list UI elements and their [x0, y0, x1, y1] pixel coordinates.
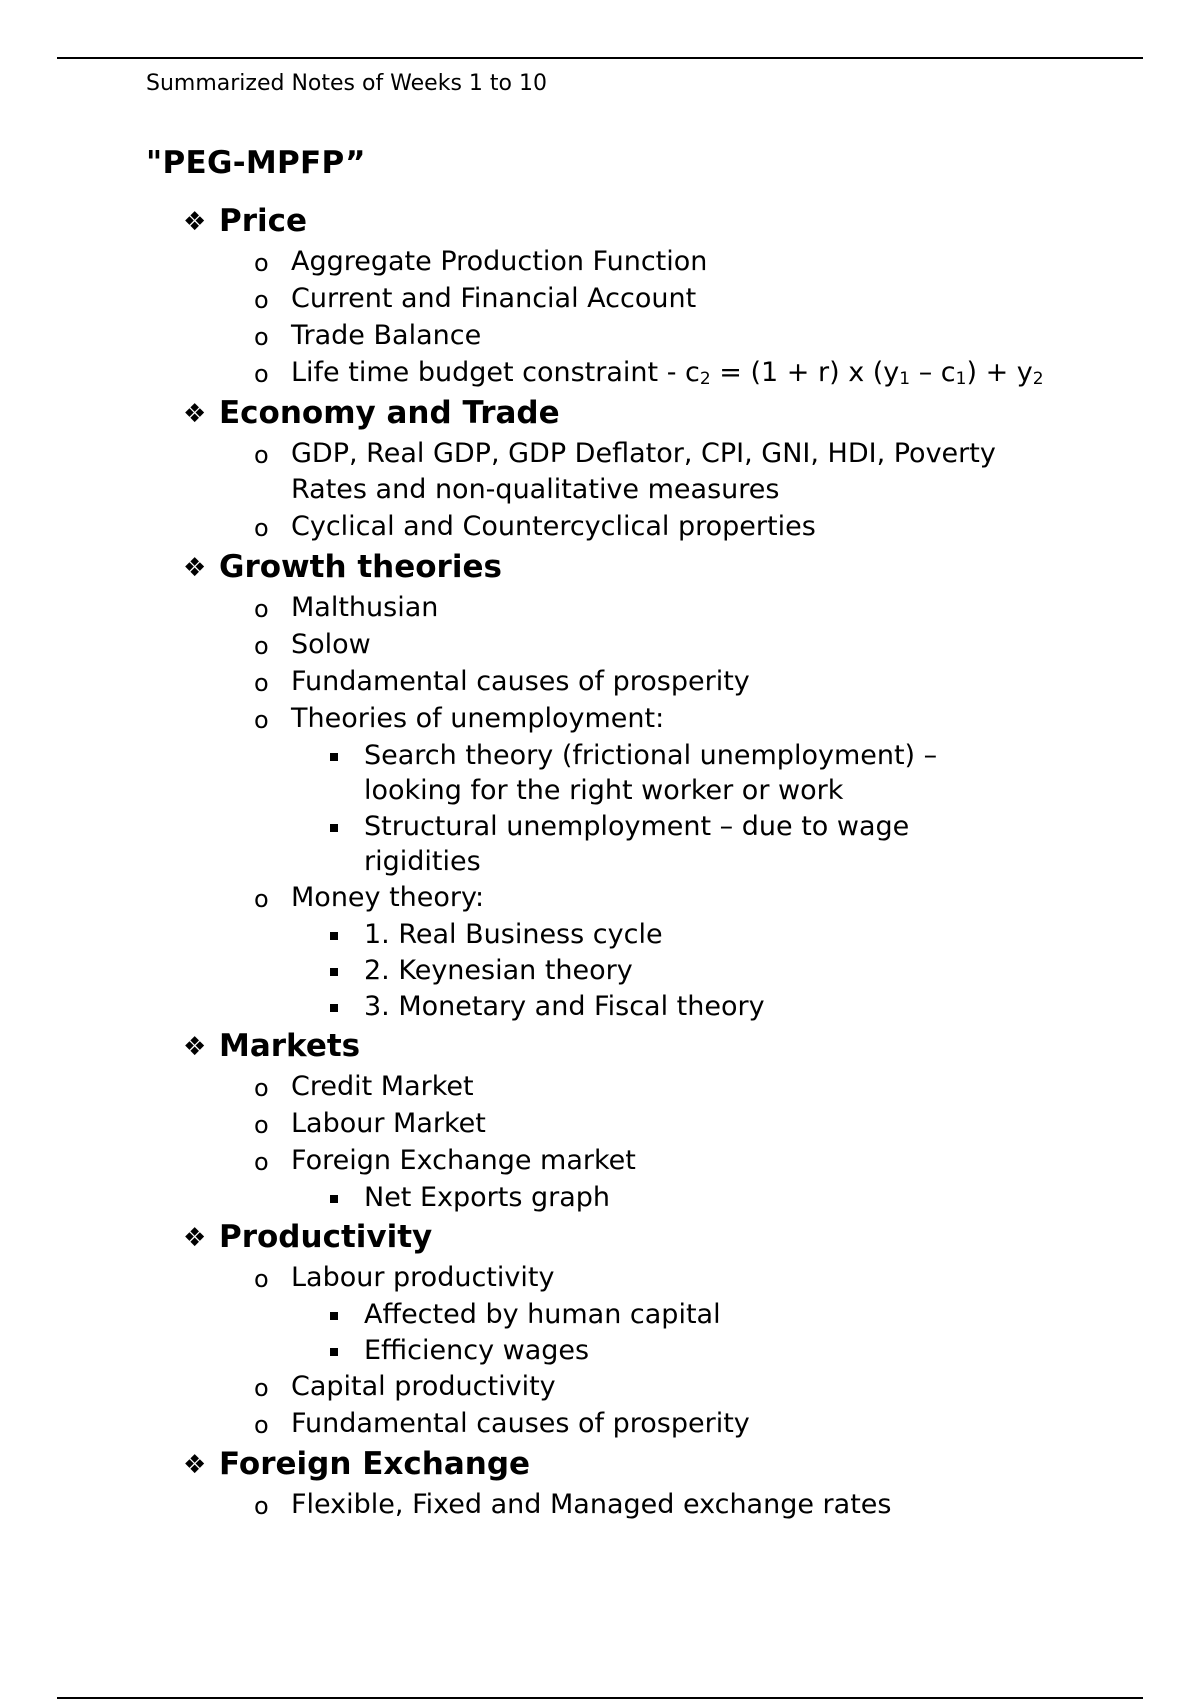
list-item-text: Cyclical and Countercyclical properties — [291, 511, 816, 542]
sub-list-item — [0, 738, 984, 808]
list-item-text: Fundamental causes of prosperity — [291, 1408, 750, 1439]
list-item-text: Money theory: — [291, 882, 485, 913]
list-item-text: Foreign Exchange market — [291, 1145, 636, 1176]
outline-section — [0, 392, 1200, 545]
list-item-text: Trade Balance — [291, 320, 482, 351]
sub-list-item — [0, 1333, 984, 1368]
outline-section — [0, 546, 1200, 1024]
list-item — [0, 1487, 1051, 1523]
list-item — [0, 627, 1051, 663]
list-item — [0, 590, 1051, 626]
square-bullet-icon — [330, 1004, 338, 1012]
list-item — [0, 880, 1051, 916]
circle-bullet-icon: o — [254, 1374, 269, 1402]
circle-bullet-icon: o — [254, 323, 269, 351]
list-item-text: Labour productivity — [291, 1262, 555, 1293]
circle-bullet-icon: o — [254, 595, 269, 623]
topic-outline — [0, 200, 1200, 1524]
sub-list-item — [0, 809, 984, 879]
diamond-bullet-icon: ❖ — [183, 1032, 207, 1062]
circle-bullet-icon: o — [254, 1074, 269, 1102]
square-bullet-icon — [330, 1195, 338, 1203]
list-item-text: Current and Financial Account — [291, 283, 697, 314]
sub-list-item — [0, 1297, 984, 1332]
circle-bullet-icon: o — [254, 706, 269, 734]
footer-rule — [57, 1697, 1143, 1699]
list-item — [0, 244, 1051, 280]
sub-list-item — [0, 917, 984, 952]
outline-section — [0, 1216, 1200, 1442]
section-heading — [0, 200, 1200, 243]
header-rule — [57, 57, 1143, 59]
sub-list-item — [0, 953, 984, 988]
outline-section — [0, 200, 1200, 391]
section-heading — [0, 1025, 1200, 1068]
list-item-text: GDP, Real GDP, GDP Deflator, CPI, GNI, HDI, Poverty Rates and non-qualitative measures — [291, 438, 996, 505]
circle-bullet-icon: o — [254, 632, 269, 660]
sub-list-item — [0, 1180, 984, 1215]
sub-list-item-text: Net Exports graph — [364, 1182, 611, 1213]
sub-list-item-text: 2. Keynesian theory — [364, 955, 633, 986]
circle-bullet-icon: o — [254, 514, 269, 542]
sub-list-item-text: 3. Monetary and Fiscal theory — [364, 991, 765, 1022]
list-item — [0, 355, 1051, 391]
circle-bullet-icon: o — [254, 669, 269, 697]
list-item-text: Fundamental causes of prosperity — [291, 666, 750, 697]
list-item — [0, 281, 1051, 317]
sub-list-item-text: Structural unemployment – due to wage rigidities — [364, 811, 910, 877]
list-item-text: Credit Market — [291, 1071, 474, 1102]
list-item-text: Capital productivity — [291, 1371, 556, 1402]
diamond-bullet-icon: ❖ — [183, 553, 207, 583]
section-heading — [0, 1443, 1200, 1486]
square-bullet-icon — [330, 753, 338, 761]
section-title: Price — [219, 203, 308, 239]
circle-bullet-icon: o — [254, 249, 269, 277]
square-bullet-icon — [330, 824, 338, 832]
diamond-bullet-icon: ❖ — [183, 399, 207, 429]
section-title: Productivity — [219, 1219, 433, 1255]
square-bullet-icon — [330, 1312, 338, 1320]
list-item — [0, 436, 1051, 508]
outline-section — [0, 1443, 1200, 1523]
list-item-text: Theories of unemployment: — [291, 703, 665, 734]
section-title: Foreign Exchange — [219, 1446, 531, 1482]
circle-bullet-icon: o — [254, 1492, 269, 1520]
circle-bullet-icon: o — [254, 885, 269, 913]
list-item — [0, 509, 1051, 545]
sub-list-item-text: Efficiency wages — [364, 1335, 590, 1366]
list-item-text: Flexible, Fixed and Managed exchange rates — [291, 1489, 892, 1520]
section-title: Economy and Trade — [219, 395, 560, 431]
list-item — [0, 1406, 1051, 1442]
list-item — [0, 701, 1051, 737]
list-item — [0, 664, 1051, 700]
circle-bullet-icon: o — [254, 360, 269, 388]
circle-bullet-icon: o — [254, 441, 269, 469]
subscript: 1 — [899, 369, 911, 389]
circle-bullet-icon: o — [254, 1111, 269, 1139]
circle-bullet-icon: o — [254, 1265, 269, 1293]
page-header-note: Summarized Notes of Weeks 1 to 10 — [146, 71, 547, 96]
circle-bullet-icon: o — [254, 1411, 269, 1439]
diamond-bullet-icon: ❖ — [183, 207, 207, 237]
list-item-text: Life time budget constraint - c2 = (1 + r) x (y1 – c1) + y2 — [291, 357, 1044, 389]
subscript: 1 — [955, 369, 967, 389]
list-item — [0, 318, 1051, 354]
list-item-text: Solow — [291, 629, 371, 660]
section-title: Growth theories — [219, 549, 502, 585]
list-item-text: Labour Market — [291, 1108, 486, 1139]
square-bullet-icon — [330, 932, 338, 940]
list-item — [0, 1106, 1051, 1142]
circle-bullet-icon: o — [254, 286, 269, 314]
section-title: Markets — [219, 1028, 361, 1064]
diamond-bullet-icon: ❖ — [183, 1450, 207, 1480]
sub-list-item-text: Search theory (frictional unemployment) – looking for the right worker or work — [364, 740, 938, 806]
section-heading — [0, 392, 1200, 435]
document-title: "PEG-MPFP” — [146, 145, 366, 181]
square-bullet-icon — [330, 968, 338, 976]
circle-bullet-icon: o — [254, 1148, 269, 1176]
sub-list-item — [0, 989, 984, 1024]
list-item-text: Malthusian — [291, 592, 439, 623]
outline-section — [0, 1025, 1200, 1215]
section-heading — [0, 546, 1200, 589]
list-item-text: Aggregate Production Function — [291, 246, 708, 277]
section-heading — [0, 1216, 1200, 1259]
sub-list-item-text: 1. Real Business cycle — [364, 919, 663, 950]
square-bullet-icon — [330, 1348, 338, 1356]
list-item — [0, 1369, 1051, 1405]
subscript: 2 — [699, 369, 711, 389]
list-item — [0, 1143, 1051, 1179]
diamond-bullet-icon: ❖ — [183, 1223, 207, 1253]
list-item — [0, 1069, 1051, 1105]
list-item — [0, 1260, 1051, 1296]
sub-list-item-text: Affected by human capital — [364, 1299, 721, 1330]
subscript: 2 — [1032, 369, 1044, 389]
